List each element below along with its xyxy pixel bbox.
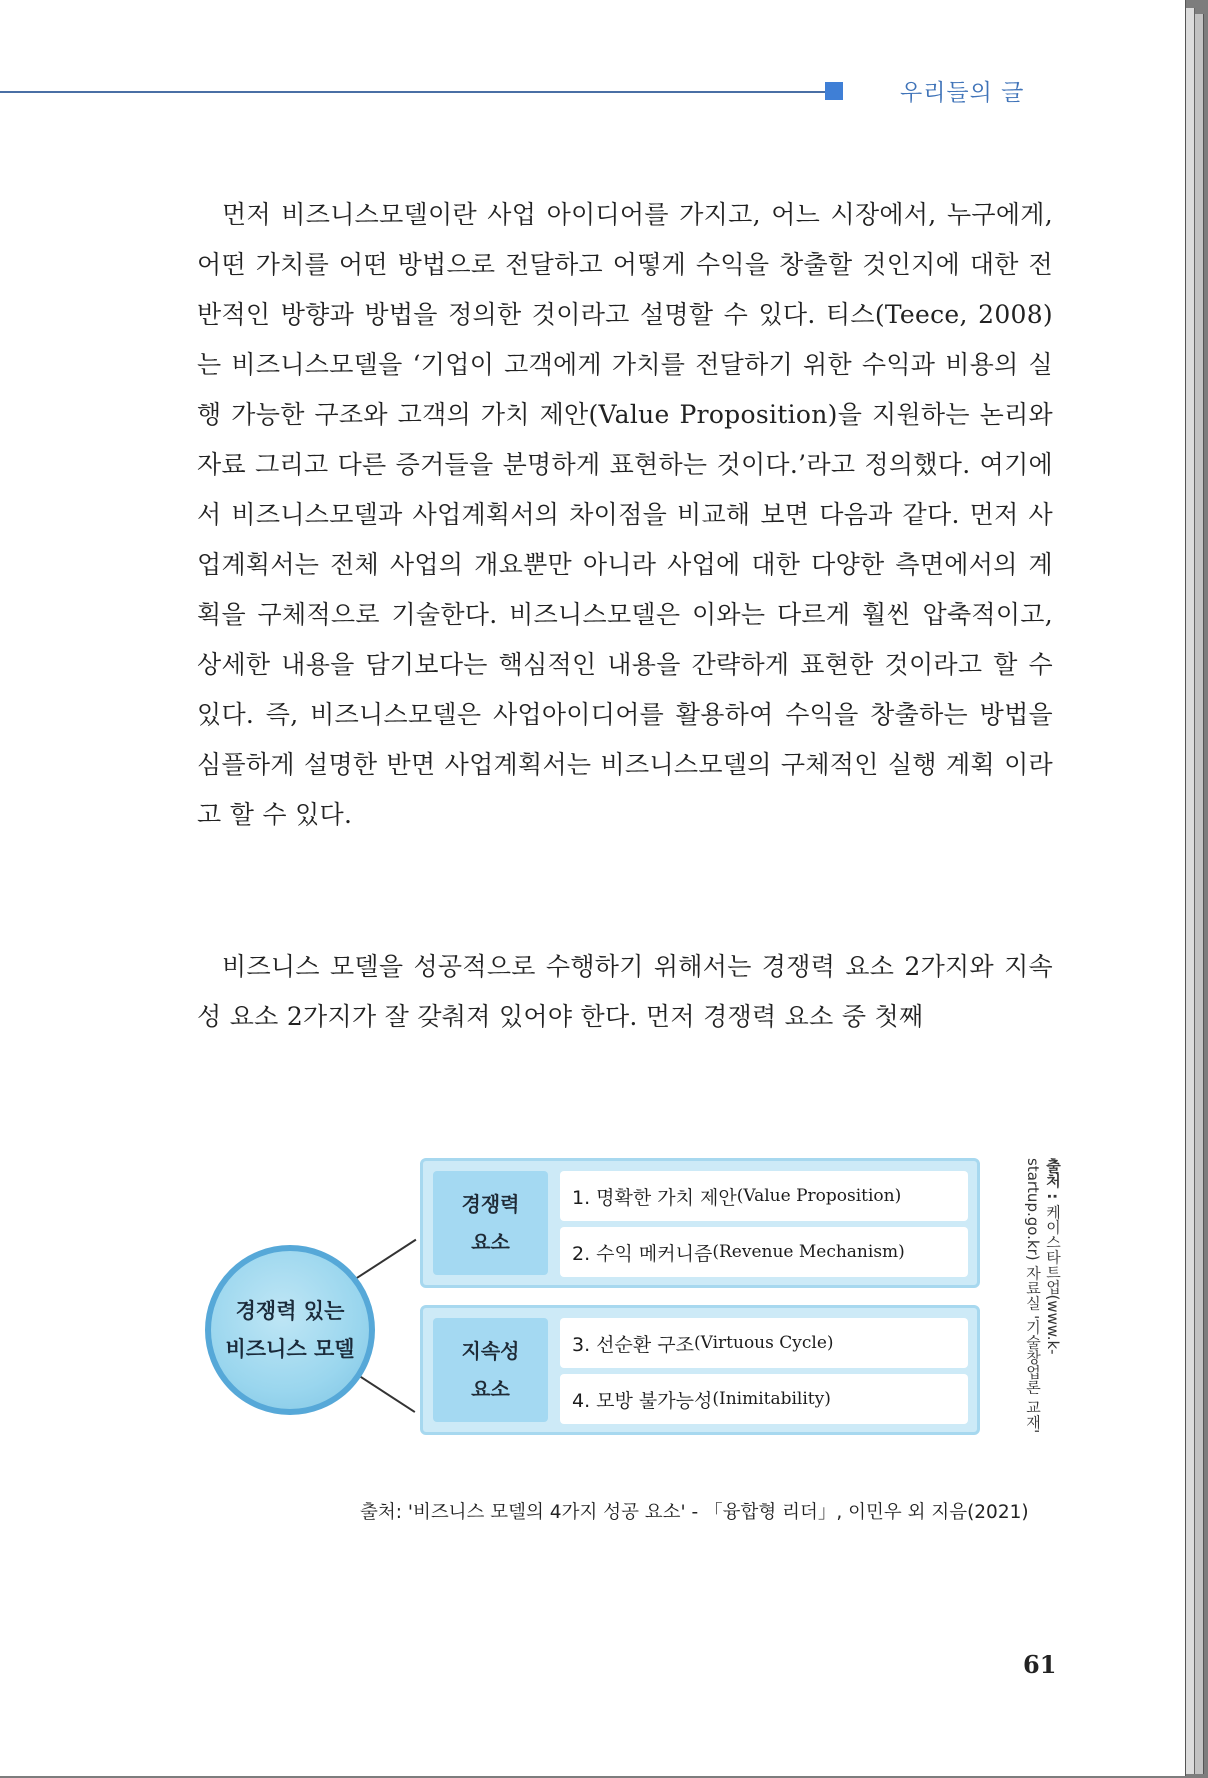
side-source-prefix: 출처 :: [1044, 1158, 1062, 1205]
group-label-line-2: 요소: [471, 1230, 510, 1254]
body-paragraph-2: [197, 942, 1053, 1042]
factor-item: [560, 1227, 968, 1277]
figure-side-source: [1013, 1158, 1063, 1438]
factor-en: (Inimitability): [712, 1389, 831, 1409]
sustainability-group: [420, 1305, 980, 1435]
header-square-marker: [825, 82, 843, 100]
factor-en: (Value Proposition): [736, 1186, 902, 1206]
connector-line-bottom: [354, 1372, 415, 1413]
factor-ko: 2. 수익 메커니즘: [572, 1242, 713, 1265]
body-paragraph-1: [197, 190, 1053, 840]
factor-item: [560, 1318, 968, 1368]
connector-line-top: [355, 1239, 416, 1280]
center-circle: [205, 1245, 375, 1415]
page-edge: [1195, 14, 1204, 1774]
factor-item: [560, 1374, 968, 1424]
paragraph-text: 비즈니스 모델을 성공적으로 수행하기 위해서는 경쟁력 요소 2가지와 지속성 요소 2가지가 잘 갖춰져 있어야 한다. 먼저 경쟁력 요소 중 첫째: [197, 952, 1053, 1031]
factor-en: (Revenue Mechanism): [712, 1242, 905, 1262]
page-number: 61: [1023, 1650, 1057, 1679]
group-label-line-1: 지속성: [461, 1339, 520, 1363]
group-label: [433, 1318, 548, 1422]
center-circle-line-2: 비즈니스 모델: [225, 1337, 355, 1361]
figure-caption: 출처: '비즈니스 모델의 4가지 성공 요소' - 「융합형 리더」, 이민우 외 지음(2021): [360, 1502, 1029, 1523]
paragraph-text: 먼저 비즈니스모델이란 사업 아이디어를 가지고, 어느 시장에서, 누구에게, 어떤 가치를 어떤 방법으로 전달하고 어떻게 수익을 창출할 것인지에 대한 전반적인 방향과 방법을 정의한 것이라고 설명할 수 있다. 티스(Teece, 2008)는 비즈니스모델을 ‘기업이 고객에게 가치를 전달하기 위한 수익과 비용의 실행 가능한 구조와 고객의 가치 제안(Value Proposition)을 지원하는 논리와 자료 그리고 다른 증거들을 분명하게 표현하는 것이다.’라고 정의했다. 여기에서 비즈니스모델과 사업계획서의 차이점을 비교해 보면 다음과 같다. 먼저 사업계획서는 전체 사업의 개요뿐만 아니라 사업에 대한 다양한 측면에서의 계획을 구체적으로 기술한다. 비즈니스모델은 이와는 다르게 훨씬 압축적이고, 상세한 내용을 담기보다는 핵심적인 내용을 간략하게 표현한 것이라고 할 수 있다. 즉, 비즈니스모델은 사업아이디어를 활용하여 수익을 창출하는 방법을 심플하게 설명한 반면 사업계획서는 비즈니스모델의 구체적인 실행 계획 이라고 할 수 있다.: [197, 200, 1053, 829]
factor-ko: 3. 선순환 구조: [572, 1333, 694, 1356]
group-label-line-2: 요소: [471, 1377, 510, 1401]
business-model-figure: [205, 1150, 1065, 1460]
factor-item: [560, 1171, 968, 1221]
competitiveness-group: [420, 1158, 980, 1288]
group-label-line-1: 경쟁력: [461, 1192, 520, 1216]
factor-en: (Virtuous Cycle): [693, 1333, 834, 1353]
section-title: 우리들의 글: [900, 80, 1025, 106]
group-label: [433, 1171, 548, 1275]
center-circle-line-1: 경쟁력 있는: [235, 1299, 345, 1323]
factor-ko: 4. 모방 불가능성: [572, 1389, 713, 1412]
page-edge: [1186, 8, 1195, 1774]
side-source-text: 케이스타트업(www.k-startup.go.kr) 자료실 '기술창업론 교재': [1024, 1158, 1062, 1434]
factor-ko: 1. 명확한 가치 제안: [572, 1186, 737, 1209]
header-rule: [0, 91, 830, 93]
